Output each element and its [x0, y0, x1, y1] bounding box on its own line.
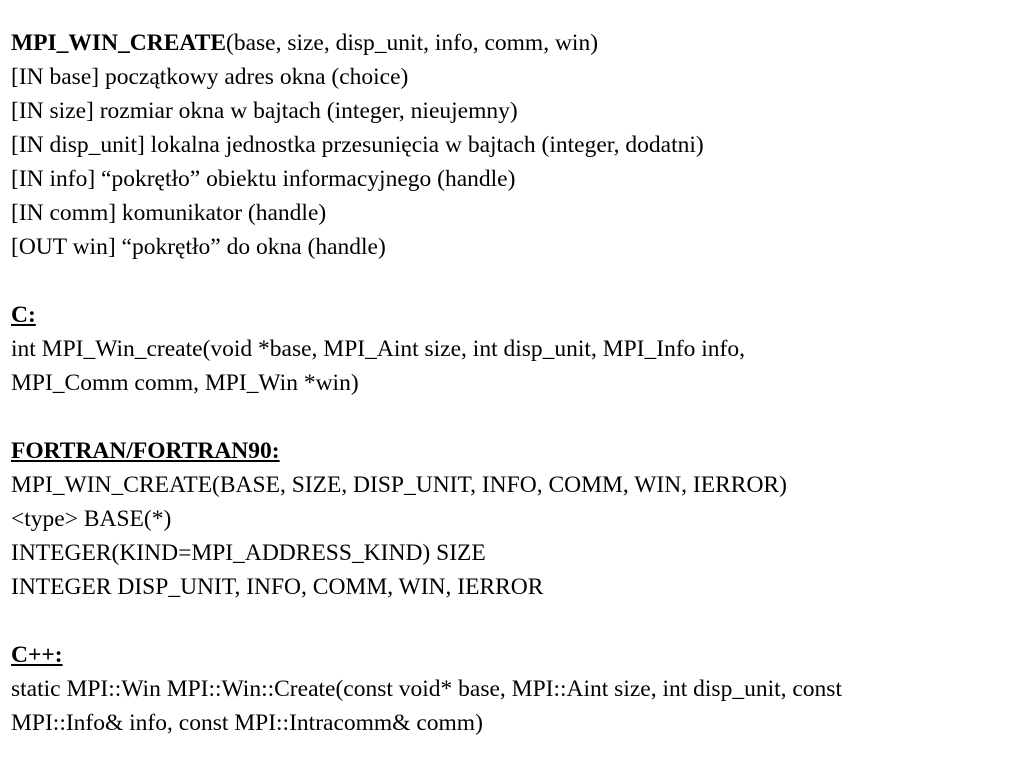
cpp-code-line-1: static MPI::Win MPI::Win::Create(const void* base, MPI::Aint size, int disp_unit, const [11, 676, 842, 702]
c-code-line-1: int MPI_Win_create(void *base, MPI_Aint size, int disp_unit, MPI_Info info, [11, 336, 745, 362]
arg-base: [IN base] początkowy adres okna (choice) [11, 64, 409, 90]
fortran-code-line-4: INTEGER DISP_UNIT, INFO, COMM, WIN, IERROR [11, 574, 544, 600]
fortran-code-line-3: INTEGER(KIND=MPI_ADDRESS_KIND) SIZE [11, 540, 486, 566]
fortran-code-line-2: <type> BASE(*) [11, 506, 172, 532]
cpp-heading: C++: [11, 642, 63, 668]
c-heading: C: [11, 302, 36, 328]
cpp-section-heading [11, 638, 1021, 672]
fortran-heading: FORTRAN/FORTRAN90: [11, 438, 280, 464]
arg-info: [IN info] “pokrętło” obiektu informacyjnego (handle) [11, 166, 516, 192]
fortran-section-heading [11, 434, 1021, 468]
spacer [11, 400, 1021, 434]
c-section-heading [11, 298, 1021, 332]
function-params: (base, size, disp_unit, info, comm, win) [226, 30, 599, 56]
cpp-code-line-2: MPI::Info& info, const MPI::Intracomm& comm) [11, 710, 483, 736]
function-signature [11, 26, 1021, 60]
arg-disp-unit: [IN disp_unit] lokalna jednostka przesunięcia w bajtach (integer, dodatni) [11, 132, 704, 158]
arg-size: [IN size] rozmiar okna w bajtach (integer, nieujemny) [11, 98, 518, 124]
slide-content [11, 26, 1021, 740]
spacer [11, 604, 1021, 638]
arg-win: [OUT win] “pokrętło” do okna (handle) [11, 234, 386, 260]
fortran-code-line-1: MPI_WIN_CREATE(BASE, SIZE, DISP_UNIT, INFO, COMM, WIN, IERROR) [11, 472, 787, 498]
c-code-line-2: MPI_Comm comm, MPI_Win *win) [11, 370, 359, 396]
spacer [11, 264, 1021, 298]
arg-comm: [IN comm] komunikator (handle) [11, 200, 327, 226]
function-name: MPI_WIN_CREATE [11, 30, 226, 56]
